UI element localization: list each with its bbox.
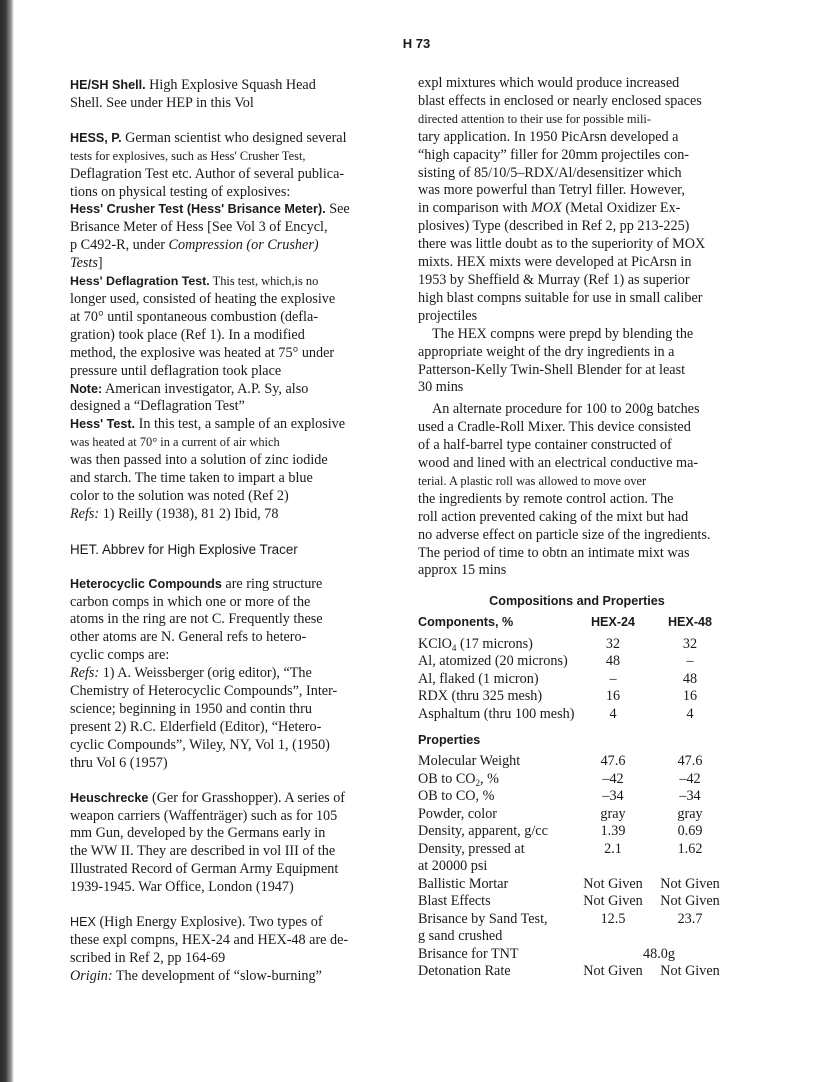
row-value-hex48: 1.62 [677,840,703,857]
row-value-hex48: –42 [679,770,701,787]
table-header-row [418,614,736,632]
row-value-hex48: 32 [682,635,698,652]
row-label: Molecular Weight [418,753,521,769]
term-heuschrecke: Heuschrecke [70,790,149,805]
row-label: KClO$_4$ (17 microns) [418,635,533,653]
page-binding-edge [0,0,14,1082]
header-hex48: HEX-48 [667,615,713,629]
table-row [418,946,736,964]
table-row [418,688,736,706]
row-value-hex48: 0.69 [677,823,703,839]
page-number: H 73 [402,36,431,51]
properties-label: Properties [418,733,481,747]
row-label: Ballistic Mortar [418,875,509,892]
table-row [418,893,736,911]
left-column [70,77,388,986]
row-value-hex48: –34 [679,788,701,804]
row-value-span: 48.0g [643,945,675,962]
term-hess-deflagration: Hess' Deflagration Test. [70,274,210,289]
row-value-hex48: 4 [686,705,694,722]
row-value-hex24: Not Given [583,875,643,892]
row-label: RDX (thru 325 mesh) [418,688,543,704]
entry-heterocyclic: Heterocyclic Compounds are ring structure carbon comps in which one or more of the atoms in the ring are not C. Frequently these other atoms are N. General refs to hetero- cyclic comps are: Refs: 1) A. Weissberger (orig editor), “The Chemistry of Heterocyclic Compounds”, Inter- science; beginning in 1950 and contin thru present 2) R.C. Elderfield (Editor), “Hetero- cyclic Compounds”, Wiley, NY, Vol 1, (1950) thru Vol 6 (1957) [70,575,338,771]
row-value-hex24: Not Given [583,893,643,909]
table-row [418,788,736,806]
term-hess-test: Hess' Test. [70,417,136,432]
term-hess: HESS, P. [70,130,122,145]
row-label: at 20000 psi [418,858,488,874]
table-row [418,706,736,724]
right-column [418,75,736,580]
properties-rows [418,753,736,946]
entry-het: HET. Abbrev for High Explosive Tracer [70,541,298,557]
row-value-hex48: – [686,653,694,669]
table-row [418,771,736,789]
hex-paragraph-3: An alternate procedure for 100 to 200g batches used a Cradle-Roll Mixer. This device consisted of a half-barrel type container constructed of wood and lined with an electrical conductive ma- terial. A plastic roll was allowed to move over the ingredients by remote control action. The roll action prevented caking of the mixt but had no adverse effect on particle size of the ingredients. The period of time to obtn an intimate mixt was approx 15 mins [418,401,711,579]
row-label: Asphaltum (thru 100 mesh) [418,705,575,722]
row-label: Density, pressed at [418,840,525,857]
entry-hesh: HE/SH Shell. High Explosive Squash Head Shell. See under HEP in this Vol [70,77,316,111]
header-components: Components, % [418,615,514,629]
table-row [418,753,736,771]
compositions-table [418,594,736,981]
row-label: OB to CO, % [418,788,495,804]
row-value-hex24: 1.39 [600,823,626,839]
row-value-hex24: gray [600,805,626,822]
row-label: Al, flaked (1 micron) [418,670,539,687]
table-row [418,671,736,689]
header-hex24: HEX-24 [590,615,636,629]
table-row [418,928,736,946]
entry-hex: HEX (High Energy Explosive). Two types of these expl compns, HEX-24 and HEX-48 are de- scribed in Ref 2, pp 164-69 Origin: The development of “slow-burning” [70,914,349,984]
row-label: Detonation Rate [418,963,511,979]
term-hess-crusher: Hess' Crusher Test (Hess' Brisance Meter). [70,202,326,217]
row-value-hex24: 2.1 [604,840,622,857]
table-row [418,858,736,876]
table-row [418,911,736,929]
term-hex: HEX [70,915,96,930]
term-heterocyclic: Heterocyclic Compounds [70,576,222,591]
row-value-hex24: 4 [609,705,617,722]
row-value-hex48: Not Given [660,893,720,909]
row-value-hex24: – [609,670,617,687]
hex-paragraph-1: expl mixtures which would produce increased blast effects in enclosed or nearly enclosed spaces directed attention to their use for possible mili- tary application. In 1950 PicArsn developed a “high capacity” filler for 20mm projectiles con- sisting of 85/10/5–RDX/Al/desensitizer which was more powerful than Tetryl filler. However, in comparison with MOX (Metal Oxidizer Ex- plosives) Type (described in Ref 2, pp 213-225) there was little doubt as to the superiority of MOX mixts. HEX mixts were developed at PicArsn in 1953 by Sheffield & Murray (Ref 1) as superior high blast compns suitable for use in small caliber projectiles [418,75,706,324]
row-value-hex48: Not Given [660,875,720,892]
origin-label: Origin: [70,967,113,984]
entry-hess: HESS, P. German scientist who designed several tests for explosives, such as Hess' Crusher Test, Deflagration Test etc. Author of several publica- tions on physical testing of explosives: Hess' Crusher Test (Hess' Brisance Meter). See Brisance Meter of Hess [See Vol 3 of Encycl, p C492-R, under Compression (or Crusher) Tests] Hess' Deflagration Test. This test, which,is no longer used, consisted of heating the explosive at 70° until spontaneous combustion (defla- gration) took place (Ref 1). In a modified method, the explosive was heated at 75° under pressure until deflagration took place Note: American investigator, A.P. Sy, also designed a “Deflagration Test” Hess' Test. In this test, a sample of an explosive was heated at 70° in a current of air which was then passed into a solution of zinc iodide and starch. The time taken to impart a blue color to the solution was noted (Ref 2) Refs: 1) Reilly (1938), 81 2) Ibid, 78 [70,129,350,522]
row-label: g sand crushed [418,928,503,944]
table-row [418,653,736,671]
row-value-hex24: 47.6 [600,753,626,769]
row-value-hex24: 48 [605,653,621,669]
row-value-hex48: 48 [682,670,698,687]
table-row [418,876,736,894]
row-value-hex24: Not Given [583,963,643,979]
entry-heuschrecke: Heuschrecke (Ger for Grasshopper). A series of weapon carriers (Waffenträger) such as for 105 mm Gun, developed by the Germans early in the WW II. They are described in vol III of the Illustrated Record of German Army Equipment 1939-1945. War Office, London (1947) [70,789,346,896]
row-value-hex24: –34 [602,788,624,804]
row-value-hex48: 23.7 [677,910,703,927]
table-row [418,823,736,841]
row-value-hex24: 32 [605,635,621,652]
row-value-hex48: 16 [682,688,698,704]
hex-paragraph-2: The HEX compns were prepd by blending the appropriate weight of the dry ingredients in a Patterson-Kelly Twin-Shell Blender for at least 30 mins [418,325,694,396]
row-value-hex48: gray [677,805,703,822]
row-value-hex24: –42 [602,770,624,787]
refs-label: Refs: [70,665,100,682]
row-label: Blast Effects [418,893,491,909]
row-label: Brisance by Sand Test, [418,910,548,927]
table-row [418,636,736,654]
row-label: Brisance for TNT [418,945,519,962]
row-value-hex24: 16 [605,688,621,704]
table-title: Compositions and Properties [489,594,665,608]
table-row [418,806,736,824]
row-label: Al, atomized (20 microns) [418,653,568,669]
row-value-hex48: Not Given [660,963,720,979]
term-note: Note: [70,381,103,396]
row-label: Density, apparent, g/cc [418,823,548,839]
row-value-hex24: 12.5 [600,910,626,927]
term-hesh: HE/SH Shell. [70,78,146,92]
table-row [418,963,736,981]
table-row [418,841,736,859]
components-rows [418,636,736,724]
refs-label: Refs: [70,505,100,522]
row-value-hex48: 47.6 [677,753,703,769]
row-label: OB to $CO_2$, % [418,770,499,788]
row-label: Powder, color [418,805,498,822]
